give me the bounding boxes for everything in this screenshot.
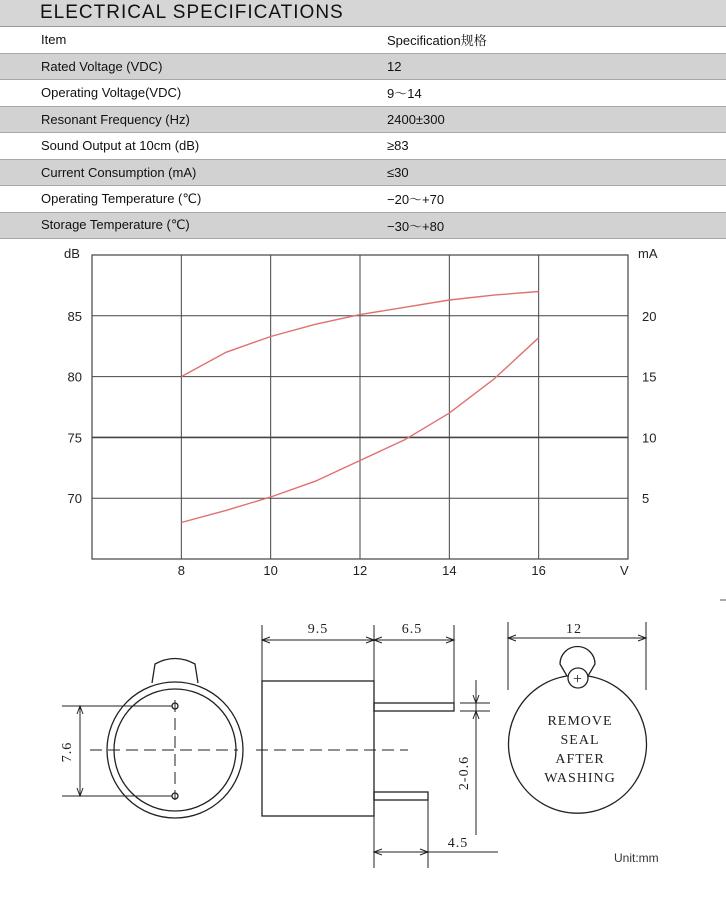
- polarity-plus: +: [572, 671, 584, 688]
- bottom-inner-circle: [114, 689, 236, 811]
- side-pin-long: [374, 703, 454, 711]
- x-tick-label: 14: [442, 563, 457, 578]
- dim-arrows-diameter: [508, 635, 646, 641]
- header-item: Item: [0, 27, 387, 53]
- bottom-tab: [152, 659, 198, 684]
- x-tick-label: 10: [263, 563, 278, 578]
- label-line-1: REMOVE: [547, 714, 613, 729]
- label-line-4: WASHING: [544, 771, 616, 786]
- dim-arrows-top: [262, 637, 454, 643]
- row-value: −20～+70: [387, 186, 726, 213]
- row-item: Storage Temperature (℃): [0, 212, 387, 239]
- dim-pin-diameter: 2-0.6: [457, 755, 472, 791]
- side-body: [262, 681, 374, 816]
- y-tick-label: 80: [67, 369, 82, 385]
- top-outline: [508, 647, 646, 814]
- pin-hole-top: [172, 703, 178, 709]
- x-axis-label: V: [620, 563, 629, 578]
- polarity-circle: [568, 668, 588, 688]
- dim-pin-spacing: 7.6: [60, 741, 75, 763]
- row-item: Operating Temperature (℃): [0, 186, 387, 213]
- chart-grid: [92, 255, 628, 559]
- spec-heading: ELECTRICAL SPECIFICATIONS: [40, 2, 344, 23]
- x-tick-label: 12: [352, 563, 368, 578]
- row-value: 12: [387, 53, 726, 80]
- pin-hole-bottom: [172, 793, 178, 799]
- chart-ticks: [68, 309, 657, 578]
- label-line-3: AFTER: [555, 752, 605, 767]
- row-value: −30～+80: [387, 212, 726, 239]
- y-tick-label: 70: [67, 491, 82, 507]
- dim-arrows-pin-dia: [473, 695, 479, 719]
- row-item: Resonant Frequency (Hz): [0, 106, 387, 133]
- y2-axis-label: mA: [638, 246, 658, 261]
- label-line-2: SEAL: [560, 733, 600, 748]
- dim-arrows-lower: [374, 849, 428, 855]
- y2-tick-label: 10: [642, 430, 657, 446]
- header-specification: Specification规格: [387, 27, 726, 53]
- row-value: 2400±300: [387, 106, 726, 133]
- y-axis-label: dB: [64, 246, 80, 261]
- x-tick-label: 8: [177, 563, 185, 578]
- dim-arrows-pitch: [77, 706, 83, 796]
- top-view: [508, 622, 647, 813]
- dim-diameter: 12: [566, 622, 582, 637]
- row-value: ≤30: [387, 159, 726, 186]
- row-item: Current Consumption (mA): [0, 159, 387, 186]
- y-tick-label: 85: [67, 308, 82, 324]
- row-item: Rated Voltage (VDC): [0, 53, 387, 80]
- x-tick-label: 16: [531, 563, 546, 578]
- row-value: 9～14: [387, 80, 726, 107]
- y2-tick-label: 5: [642, 491, 650, 507]
- y-tick-label: 75: [67, 430, 82, 446]
- side-pin-short: [374, 792, 428, 800]
- row-item: Sound Output at 10cm (dB): [0, 133, 387, 160]
- row-value: ≥83: [387, 133, 726, 160]
- unit-label: Unit:mm: [614, 851, 659, 865]
- y2-tick-label: 15: [642, 369, 657, 385]
- bottom-outer-circle: [107, 682, 243, 818]
- row-item: Operating Voltage(VDC): [0, 80, 387, 107]
- dim-pin-length: 6.5: [401, 622, 423, 637]
- bottom-view: [62, 659, 243, 819]
- dim-lower-offset: 4.5: [447, 836, 469, 851]
- y2-tick-label: 20: [642, 308, 657, 324]
- side-view: [256, 625, 498, 868]
- dim-body-length: 9.5: [307, 622, 329, 637]
